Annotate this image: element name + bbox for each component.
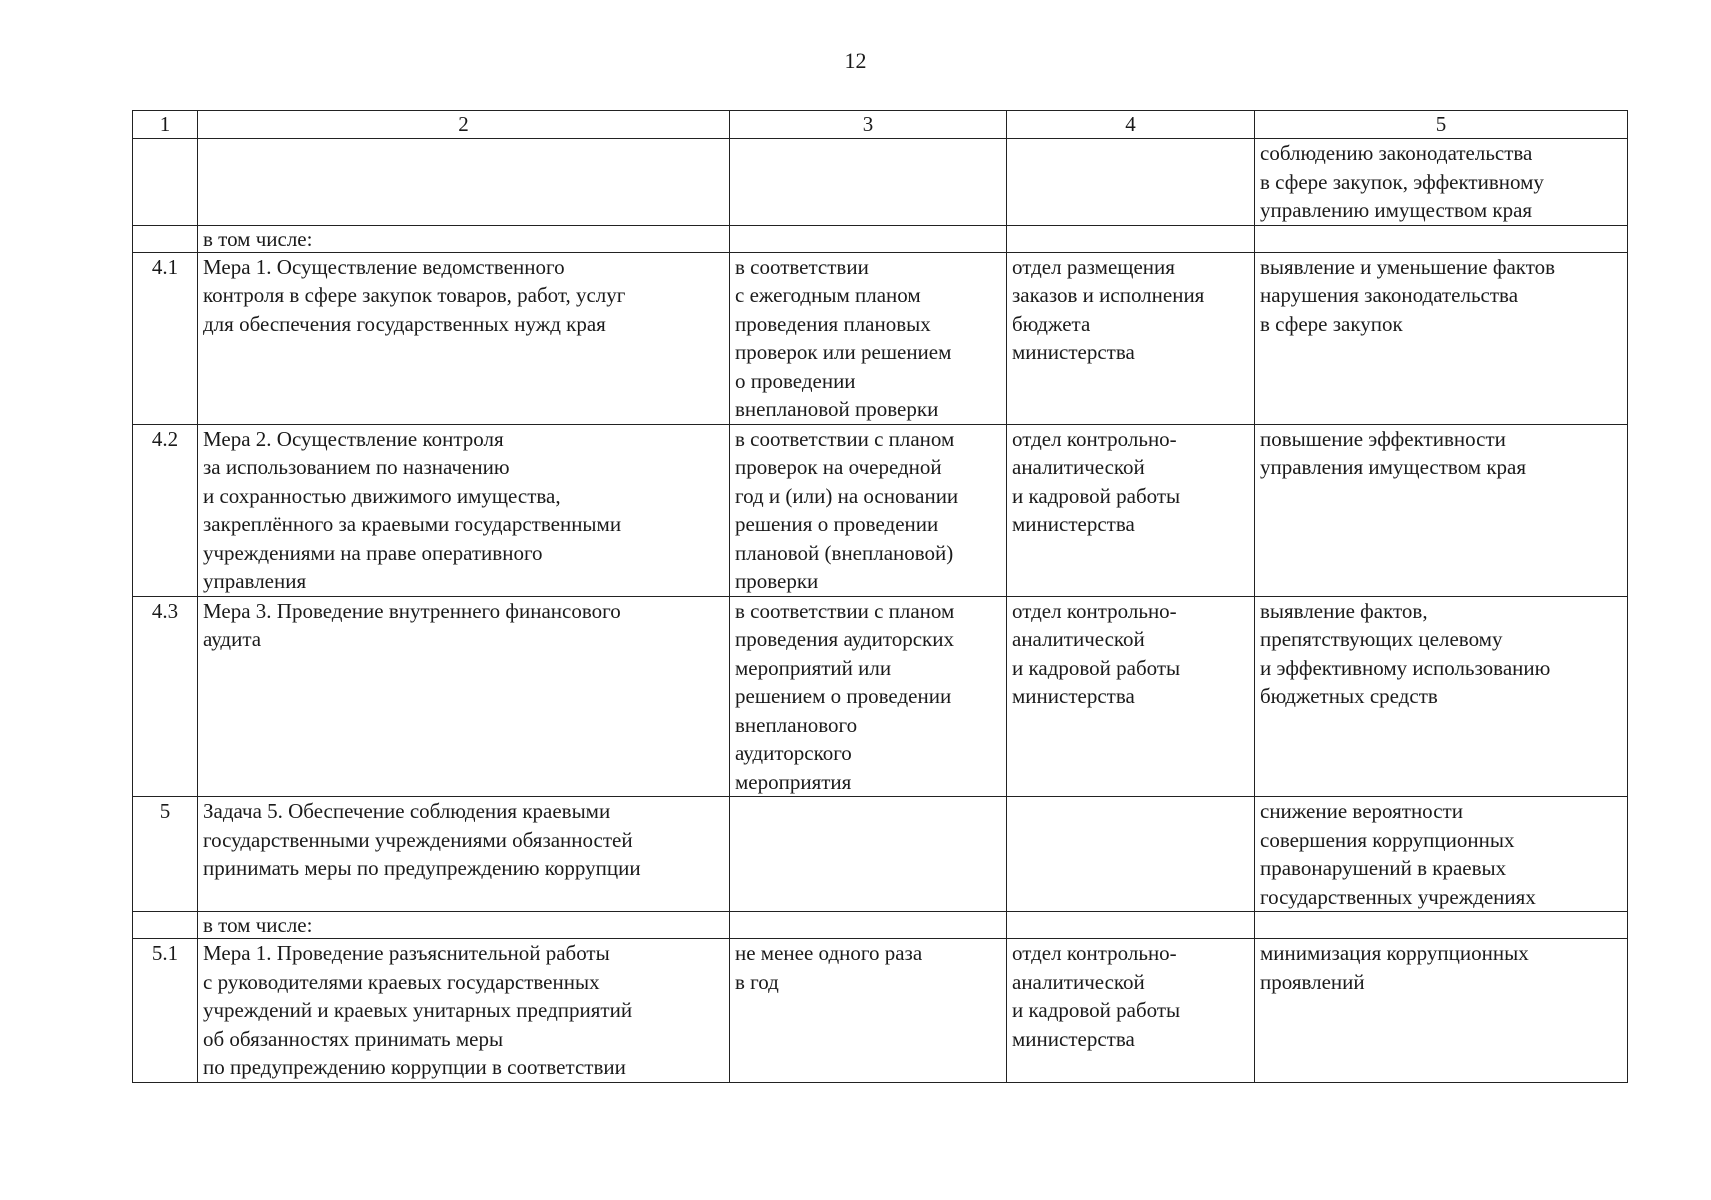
measure-cell: в том числе: <box>198 912 730 939</box>
timing-cell <box>730 797 1007 912</box>
header-col-5: 5 <box>1255 111 1628 139</box>
header-col-2: 2 <box>198 111 730 139</box>
executor-cell: отдел контрольно- аналитической и кадровой работы министерства <box>1007 424 1255 596</box>
header-col-1: 1 <box>133 111 198 139</box>
row-number: 4.3 <box>133 596 198 797</box>
measure-cell: в том числе: <box>198 225 730 252</box>
timing-cell <box>730 912 1007 939</box>
row-number: 4.2 <box>133 424 198 596</box>
row-number: 5 <box>133 797 198 912</box>
header-col-4: 4 <box>1007 111 1255 139</box>
result-cell <box>1255 225 1628 252</box>
executor-cell <box>1007 797 1255 912</box>
timing-cell: в соответствии с планом проверок на очередной год и (или) на основании решения о проведении плановой (внеплановой) проверки <box>730 424 1007 596</box>
table-row-subheading <box>133 912 1628 939</box>
executor-cell: отдел размещения заказов и исполнения бюджета министерства <box>1007 252 1255 424</box>
table-row <box>133 252 1628 424</box>
executor-cell <box>1007 912 1255 939</box>
table-row <box>133 797 1628 912</box>
table-row <box>133 596 1628 797</box>
table-row <box>133 939 1628 1083</box>
executor-cell <box>1007 225 1255 252</box>
timing-cell: в соответствии с планом проведения аудиторских мероприятий или решением о проведении внепланового аудиторского мероприятия <box>730 596 1007 797</box>
row-number <box>133 225 198 252</box>
executor-cell: отдел контрольно- аналитической и кадровой работы министерства <box>1007 939 1255 1083</box>
result-cell: повышение эффективности управления имуществом края <box>1255 424 1628 596</box>
timing-cell: в соответствии с ежегодным планом проведения плановых проверок или решением о проведении внеплановой проверки <box>730 252 1007 424</box>
executor-cell <box>1007 139 1255 226</box>
executor-cell: отдел контрольно- аналитической и кадровой работы министерства <box>1007 596 1255 797</box>
table-row <box>133 139 1628 226</box>
measure-cell: Мера 2. Осуществление контроля за использованием по назначению и сохранностью движимого имущества, закреплённого за краевыми государственными учреждениями на праве оперативного управления <box>198 424 730 596</box>
timing-cell <box>730 225 1007 252</box>
measure-cell <box>198 139 730 226</box>
row-number: 4.1 <box>133 252 198 424</box>
row-number <box>133 912 198 939</box>
result-cell: минимизация коррупционных проявлений <box>1255 939 1628 1083</box>
measures-table <box>132 110 1628 1083</box>
header-col-3: 3 <box>730 111 1007 139</box>
result-cell: выявление и уменьшение фактов нарушения законодательства в сфере закупок <box>1255 252 1628 424</box>
timing-cell <box>730 139 1007 226</box>
result-cell: соблюдению законодательства в сфере закупок, эффективному управлению имуществом края <box>1255 139 1628 226</box>
result-cell <box>1255 912 1628 939</box>
measure-cell: Мера 1. Осуществление ведомственного контроля в сфере закупок товаров, работ, услуг для обеспечения государственных нужд края <box>198 252 730 424</box>
result-cell: снижение вероятности совершения коррупционных правонарушений в краевых государственных учреждениях <box>1255 797 1628 912</box>
table-header-row <box>133 111 1628 139</box>
timing-cell: не менее одного раза в год <box>730 939 1007 1083</box>
measure-cell: Мера 3. Проведение внутреннего финансового аудита <box>198 596 730 797</box>
task-cell: Задача 5. Обеспечение соблюдения краевыми государственными учреждениями обязанностей принимать меры по предупреждению коррупции <box>198 797 730 912</box>
table-row-subheading <box>133 225 1628 252</box>
row-number <box>133 139 198 226</box>
result-cell: выявление фактов, препятствующих целевому и эффективному использованию бюджетных средств <box>1255 596 1628 797</box>
row-number: 5.1 <box>133 939 198 1083</box>
page-number: 12 <box>844 48 867 73</box>
measure-cell: Мера 1. Проведение разъяснительной работы с руководителями краевых государственных учреждений и краевых унитарных предприятий об обязанностях принимать меры по предупреждению коррупции в соответствии <box>198 939 730 1083</box>
table-row <box>133 424 1628 596</box>
